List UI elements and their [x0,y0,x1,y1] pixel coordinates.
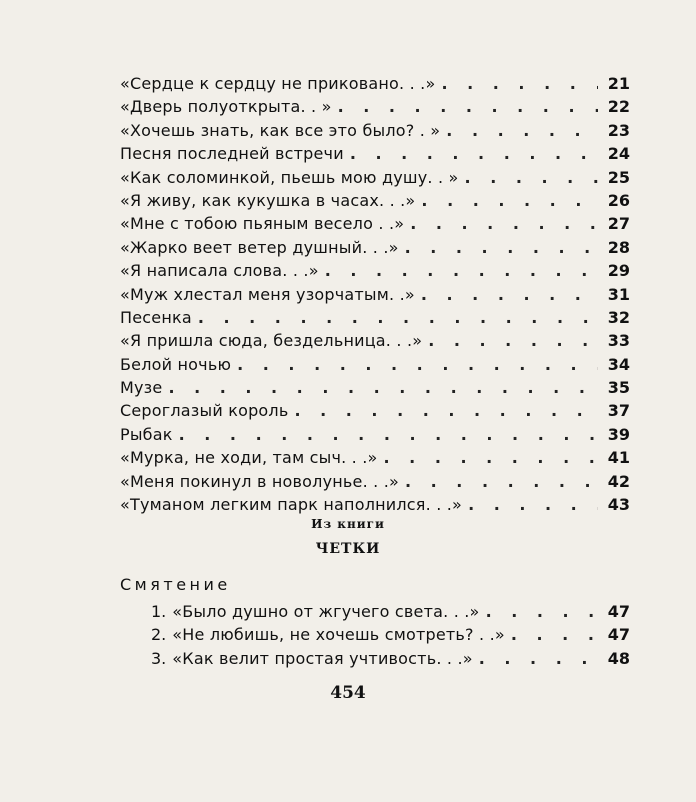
toc-entry [151,647,630,670]
toc-entry-title: Песенка [120,307,192,327]
dot-leader [421,283,598,306]
toc-entry-page: 21 [607,74,630,93]
toc-entry-title: Сероглазый король [120,401,289,421]
toc-entry-page: 35 [607,378,630,398]
dot-leader [428,329,598,352]
toc-entry-title: «Как соломинкой, пьешь мою душу. . » [120,167,459,187]
toc-entry [120,259,630,282]
toc-entry-title: «Жарко веет ветер душный. . .» [120,237,399,257]
toc-entry-page: 24 [607,144,630,164]
toc-entry-page: 26 [607,190,630,210]
toc-entry-page: 27 [607,214,630,234]
dot-leader [198,306,598,329]
toc-entry-title: Песня последней встречи [120,144,344,164]
toc-entry [120,353,630,376]
toc-entry-title: «Мне с тобою пьяным весело . .» [120,214,405,234]
toc-entry [120,95,630,118]
toc-entry-page: 31 [607,284,630,304]
toc-entry [120,376,630,399]
dot-leader [168,376,598,399]
dot-leader [384,446,598,469]
toc-entry-page: 23 [607,120,630,140]
book-from-label: Из книги [311,517,385,531]
dot-leader [465,166,598,189]
toc-entry-page: 41 [607,448,630,468]
toc-entry-title: Музе [120,378,163,398]
dot-leader [441,72,598,95]
toc-entry-title: «Я живу, как кукушка в часах. . .» [120,190,416,210]
toc-entry-page: 22 [607,97,630,117]
dot-leader [294,399,598,422]
section-heading: Смятение [120,575,231,594]
dot-leader [325,259,598,282]
toc-entry [120,306,630,329]
toc-entry-page: 47 [607,602,630,621]
dot-leader [405,470,598,493]
dot-leader [338,95,598,118]
toc-entry-title: «Как велит простая учтивость. . .» [172,648,473,668]
toc-entry [120,142,630,165]
toc-entry-title: Белой ночью [120,354,232,374]
toc-entry-title: Рыбак [120,424,173,444]
toc-entry-page: 43 [607,495,630,515]
dot-leader [468,493,598,516]
toc-entry [120,72,630,95]
dot-leader [410,212,598,235]
toc-entry-title: «Меня покинул в новолунье. . .» [120,471,399,491]
toc-entry-title: «Я пришла сюда, бездельница. . .» [120,331,423,351]
toc-entry-title: «Мурка, не ходи, там сыч. . .» [120,448,378,468]
toc-entry-page: 29 [607,261,630,281]
toc-entry-page: 28 [607,237,630,257]
toc-entry [120,283,630,306]
toc-entry [120,493,630,516]
toc-entry-title: «Туманом легким парк наполнился. . .» [120,495,463,515]
toc-entry [120,446,630,469]
table-of-contents [120,72,630,516]
toc-entry-number: 3. [151,648,167,668]
toc-entry-page: 39 [607,424,630,444]
dot-leader [237,353,598,376]
toc-entry-page: 32 [607,307,630,327]
toc-entry-title: «Дверь полуоткрыта. . » [120,97,332,117]
toc-entry-page: 42 [607,471,630,491]
toc-entry [151,600,630,623]
dot-leader [405,236,598,259]
toc-entry [120,189,630,212]
toc-entry-page: 33 [607,331,630,351]
toc-entry [120,236,630,259]
dot-leader [511,623,598,646]
toc-entry-number: 1. [151,602,167,621]
dot-leader [486,600,598,623]
toc-entry [120,212,630,235]
dot-leader [421,189,598,212]
toc-entry [120,119,630,142]
toc-entry-page: 48 [607,648,630,668]
toc-entry-title: «Было душно от жгучего света. . .» [172,602,480,621]
page-number: 454 [330,683,366,703]
toc-entry [120,166,630,189]
toc-entry-title: «Не любишь, не хочешь смотреть? . .» [172,625,505,645]
section-contents [151,600,630,670]
toc-entry-page: 47 [607,625,630,645]
toc-entry [151,623,630,646]
toc-entry-title: «Муж хлестал меня узорчатым. .» [120,284,415,304]
toc-entry-title: «Сердце к сердцу не приковано. . .» [120,74,436,93]
toc-entry-page: 37 [607,401,630,421]
toc-entry-page: 25 [607,167,630,187]
dot-leader [179,423,598,446]
toc-entry [120,399,630,422]
dot-leader [479,647,598,670]
dot-leader [446,119,598,142]
toc-entry [120,329,630,352]
toc-entry-title: «Хочешь знать, как все это было? . » [120,120,441,140]
toc-entry-title: «Я написала слова. . .» [120,261,319,281]
dot-leader [350,142,598,165]
toc-entry [120,423,630,446]
toc-entry-page: 34 [607,354,630,374]
book-title: ЧЕТКИ [315,541,381,557]
toc-entry-number: 2. [151,625,167,645]
toc-entry [120,470,630,493]
